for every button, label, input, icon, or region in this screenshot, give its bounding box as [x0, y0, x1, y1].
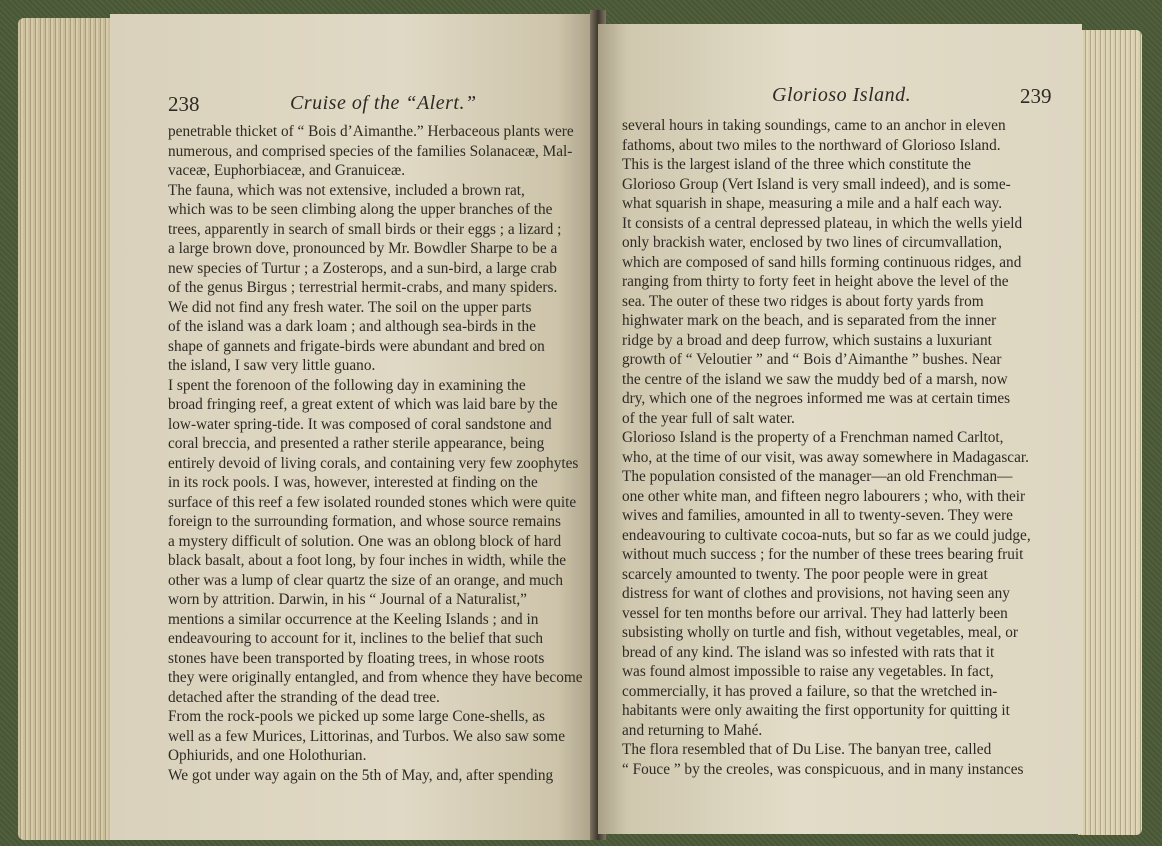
text-line: broad fringing reef, a great extent of which was laid bare by the	[168, 396, 558, 413]
text-line: who, at the time of our visit, was away somewhere in Madagascar.	[622, 448, 1029, 466]
left-page-number: 238	[168, 92, 200, 116]
text-line: shape of gannets and frigate-birds were abundant and bred on	[168, 337, 545, 355]
text-line: “ Fouce ” by the creoles, was conspicuous, and in many instances	[622, 760, 1024, 778]
text-line: what squarish in shape, measuring a mile and a half each way.	[622, 195, 1003, 212]
text-line: The population consisted of the manager—an old Frenchman—	[622, 468, 1013, 485]
text-line: growth of “ Veloutier ” and “ Bois d’Aimanthe ” bushes. Near	[622, 351, 1002, 368]
right-running-head: Glorioso Island.	[772, 84, 912, 106]
text-line: Glorioso Group (Vert Island is very small indeed), and is some-	[622, 175, 1011, 193]
text-line: of the island was a dark loam ; and although sea-birds in the	[168, 318, 536, 335]
text-line: black basalt, about a foot long, by four inches in width, while the	[168, 552, 567, 569]
text-line: entirely devoid of living corals, and containing very few zoophytes	[168, 454, 579, 472]
text-line: highwater mark on the beach, and is separated from the inner	[622, 312, 997, 329]
text-line: numerous, and comprised species of the families Solanaceæ, Mal-	[168, 142, 573, 160]
text-line: mentions a similar occurrence at the Keeling Islands ; and in	[168, 610, 539, 628]
text-line: without much success ; for the number of these trees bearing fruit	[622, 546, 1024, 563]
text-line: only brackish water, enclosed by two lines of circumvallation,	[622, 234, 1003, 251]
text-line: of the genus Birgus ; terrestrial hermit-crabs, and many spiders.	[168, 279, 558, 296]
text-line: Glorioso Island is the property of a Frenchman named Carltot,	[622, 429, 1004, 446]
text-line: It consists of a central depressed plateau, in which the wells yield	[622, 214, 1023, 232]
text-line: other was a lump of clear quartz the size of an orange, and much	[168, 571, 564, 589]
text-line: one other white man, and fifteen negro labourers ; who, with their	[622, 487, 1026, 505]
text-line: well as a few Murices, Littorinas, and Turbos. We also saw some	[168, 727, 565, 745]
text-line: low-water spring-tide. It was composed of coral sandstone and	[168, 415, 552, 433]
text-line: subsisting wholly on turtle and fish, without vegetables, meal, or	[622, 624, 1018, 641]
text-line: the island, I saw very little guano.	[168, 357, 376, 374]
text-line: coral breccia, and presented a rather sterile appearance, being	[168, 435, 545, 452]
text-line: worn by attrition. Darwin, in his “ Journal of a Naturalist,”	[168, 591, 527, 608]
text-line: distress for want of clothes and provisions, not having seen any	[622, 585, 1010, 602]
text-line: a large brown dove, pronounced by Mr. Bowdler Sharpe to be a	[168, 240, 558, 257]
text-line: We got under way again on the 5th of May, and, after spending	[168, 766, 554, 784]
text-line: which are composed of sand hills forming continuous ridges, and	[622, 253, 1022, 271]
right-page-edges	[1078, 30, 1142, 835]
text-line: of the year full of salt water.	[622, 409, 795, 427]
text-line: habitants were only awaiting the first opportunity for quitting it	[622, 702, 1010, 719]
text-line: sea. The outer of these two ridges is about forty yards from	[622, 292, 984, 310]
right-body-text	[622, 116, 1036, 779]
right-page	[598, 24, 1082, 834]
text-line: trees, apparently in search of small birds or their eggs ; a lizard ;	[168, 220, 562, 238]
left-page	[110, 14, 596, 840]
text-line: dry, which one of the negroes informed me was at certain times	[622, 390, 1011, 407]
text-line: was found almost impossible to raise any vegetables. In fact,	[622, 663, 994, 680]
left-page-edges	[18, 18, 118, 840]
text-line: scarcely amounted to twenty. The poor people were in great	[622, 565, 988, 583]
text-line: they were originally entangled, and from whence they have become	[168, 669, 583, 686]
text-line: The fauna, which was not extensive, included a brown rat,	[168, 181, 525, 199]
text-line: a mystery difficult of solution. One was an oblong block of hard	[168, 532, 562, 550]
text-line: penetrable thicket of “ Bois d’Aimanthe.” Herbaceous plants were	[168, 123, 574, 140]
right-page-number: 239	[1020, 84, 1052, 108]
text-line: wives and families, amounted in all to twenty-seven. They were	[622, 507, 1013, 524]
text-line: endeavouring to cultivate cocoa-nuts, but so far as we could judge,	[622, 526, 1031, 544]
text-line: ridge by a broad and deep furrow, which sustains a luxuriant	[622, 331, 992, 349]
text-line: and returning to Mahé.	[622, 721, 763, 739]
text-line: We did not find any fresh water. The soil on the upper parts	[168, 298, 532, 316]
left-body-text	[168, 122, 584, 785]
text-line: in its rock pools. I was, however, interested at finding on the	[168, 474, 538, 491]
text-line: vessel for ten months before our arrival. They had latterly been	[622, 604, 1008, 622]
text-line: which was to be seen climbing along the upper branches of the	[168, 201, 553, 218]
text-line: foreign to the surrounding formation, and whose source remains	[168, 513, 561, 530]
left-running-head: Cruise of the “Alert.”	[290, 92, 477, 114]
text-line: surface of this reef a few isolated rounded stones which were quite	[168, 493, 577, 511]
text-line: endeavouring to account for it, inclines to the belief that such	[168, 630, 544, 647]
text-line: The flora resembled that of Du Lise. The banyan tree, called	[622, 741, 992, 758]
text-line: fathoms, about two miles to the northward of Glorioso Island.	[622, 136, 1001, 154]
text-line: ranging from thirty to forty feet in height above the level of the	[622, 273, 1009, 290]
text-line: stones have been transported by floating trees, in whose roots	[168, 649, 545, 667]
text-line: This is the largest island of the three which constitute the	[622, 156, 971, 173]
text-line: vaceæ, Euphorbiaceæ, and Granuiceæ.	[168, 162, 406, 179]
text-line: new species of Turtur ; a Zosterops, and a sun-bird, a large crab	[168, 259, 557, 277]
text-line: several hours in taking soundings, came to an anchor in eleven	[622, 117, 1006, 134]
text-line: Ophiurids, and one Holothurian.	[168, 747, 367, 764]
text-line: commercially, it has proved a failure, so that the wretched in-	[622, 682, 998, 700]
text-line: the centre of the island we saw the muddy bed of a marsh, now	[622, 370, 1008, 388]
text-line: bread of any kind. The island was so infested with rats that it	[622, 643, 995, 661]
text-line: I spent the forenoon of the following day in examining the	[168, 376, 526, 394]
text-line: detached after the stranding of the dead tree.	[168, 688, 440, 706]
text-line: From the rock-pools we picked up some large Cone-shells, as	[168, 708, 545, 725]
